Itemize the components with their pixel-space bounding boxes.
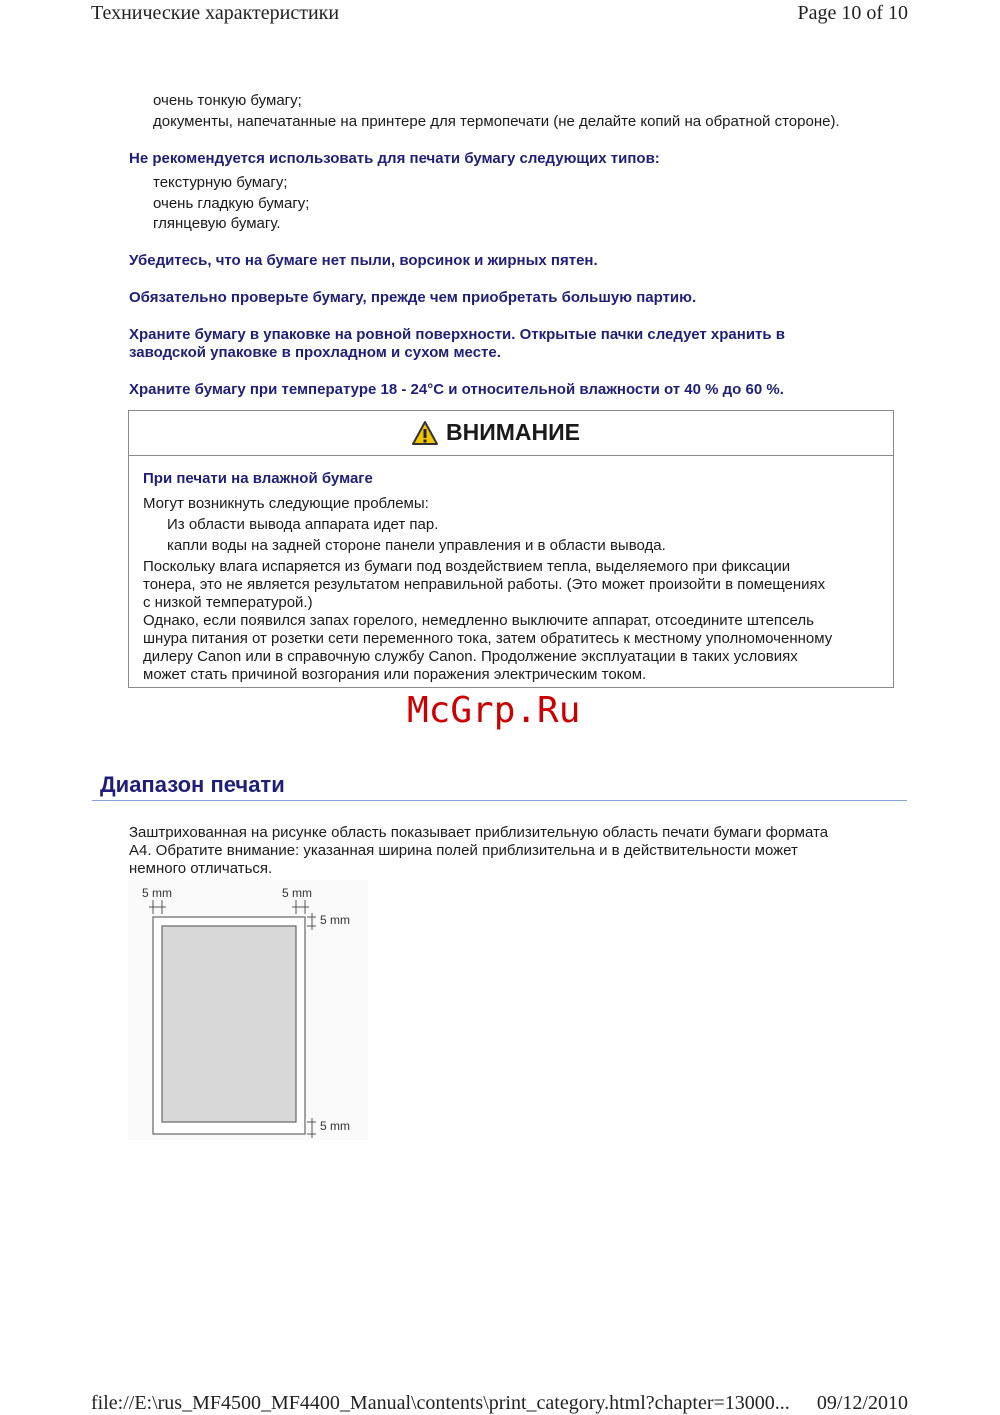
margin-left-label: 5 mm	[142, 886, 172, 900]
paragraph-line: тонера, это не является результатом неправильной работы. (Это может произойти в помещениях	[143, 576, 826, 593]
paragraph-line: немного отличаться.	[129, 860, 273, 877]
not-recommended-heading: Не рекомендуется использовать для печати бумагу следующих типов:	[129, 150, 660, 167]
paragraph-line: с низкой температурой.)	[143, 594, 313, 611]
note-check: Обязательно проверьте бумагу, прежде чем приобретать большую партию.	[129, 289, 697, 306]
note-store-line1: Храните бумагу в упаковке на ровной поверхности. Открытые пачки следует хранить в	[129, 326, 785, 343]
footer-path: file://E:\rus_MF4500_MF4400_Manual\contents\print_category.html?chapter=13000...	[91, 1392, 790, 1414]
watermark: McGrp.Ru	[407, 690, 581, 731]
margin-right-label: 5 mm	[282, 886, 312, 900]
section-divider	[92, 800, 907, 801]
section-title: Диапазон печати	[100, 772, 285, 797]
warning-title: ВНИМАНИЕ	[446, 419, 581, 445]
warning-intro: Могут возникнуть следующие проблемы:	[143, 495, 429, 512]
list-item: документы, напечатанные на принтере для термопечати (не делайте копий на обратной стороне).	[153, 113, 840, 130]
paragraph-line: Однако, если появился запах горелого, немедленно выключите аппарат, отсоедините штепсель	[143, 612, 814, 629]
list-item: текстурную бумагу;	[153, 174, 288, 191]
warning-box	[128, 410, 894, 688]
warning-subheading: При печати на влажной бумаге	[143, 470, 373, 487]
list-item: глянцевую бумагу.	[153, 215, 281, 232]
print-area-diagram	[128, 880, 368, 1140]
note-temperature: Храните бумагу при температуре 18 - 24°С и относительной влажности от 40 % до 60 %.	[129, 381, 784, 398]
footer-date: 09/12/2010	[816, 1392, 908, 1414]
list-item: очень гладкую бумагу;	[153, 195, 310, 212]
margin-top-label: 5 mm	[320, 913, 350, 927]
note-store-line2: заводской упаковке в прохладном и сухом месте.	[129, 344, 501, 361]
margin-bottom-label: 5 mm	[320, 1119, 350, 1133]
list-item: капли воды на задней стороне панели управления и в области вывода.	[167, 537, 666, 554]
paragraph-line: шнура питания от розетки сети переменного тока, затем обратитесь к местному уполномоченному	[143, 630, 833, 647]
paragraph-line: может стать причиной возгорания или поражения электрическим током.	[143, 666, 647, 683]
warning-icon	[411, 420, 439, 446]
note-dust: Убедитесь, что на бумаге нет пыли, ворсинок и жирных пятен.	[129, 252, 598, 269]
paragraph-line: дилеру Canon или в справочную службу Canon. Продолжение эксплуатации в таких условиях	[143, 648, 798, 665]
paragraph-line: Заштрихованная на рисунке область показывает приблизительную область печати бумаги формата	[129, 824, 829, 841]
page-number: Page 10 of 10	[797, 2, 908, 24]
page-header-title: Технические характеристики	[91, 2, 340, 24]
paragraph-line: А4. Обратите внимание: указанная ширина полей приблизительна и в действительности может	[129, 842, 798, 859]
warning-header	[129, 411, 893, 456]
paragraph-line: Поскольку влага испаряется из бумаги под воздействием тепла, выделяемого при фиксации	[143, 558, 791, 575]
list-item: очень тонкую бумагу;	[153, 92, 302, 109]
list-item: Из области вывода аппарата идет пар.	[167, 516, 439, 533]
